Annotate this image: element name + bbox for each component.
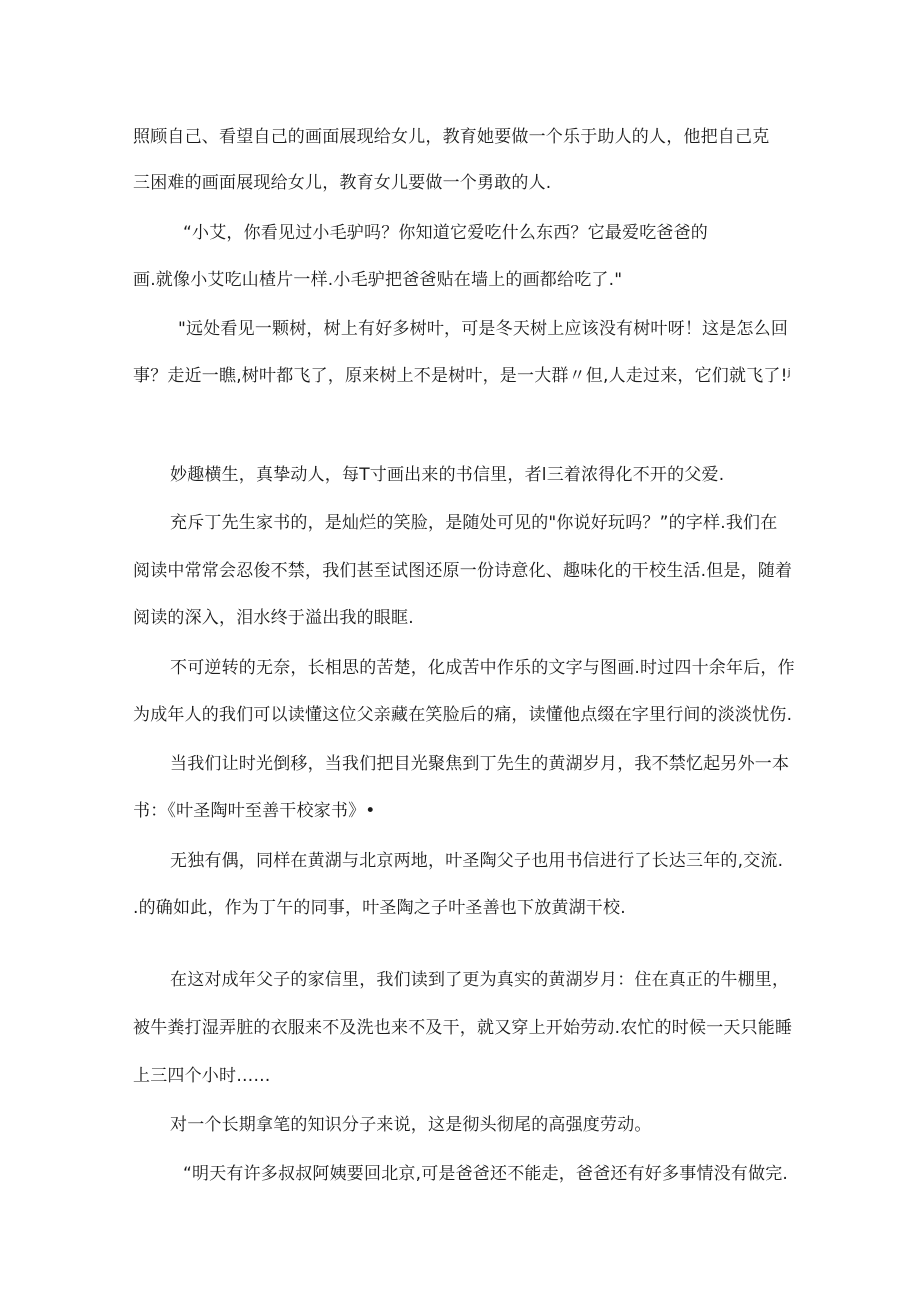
text-line: “明天有许多叔叔阿姨要回北京,可是爸爸还不能走，爸爸还有好多事情没有做完.: [183, 1164, 789, 1184]
text-line: 三困难的画面展现给女儿，教育女儿要做一个勇敢的人.: [133, 173, 552, 193]
text-line: 充斥丁先生家书的，是灿烂的笑脸，是随处可见的"你说好玩吗？”的字样.我们在: [170, 513, 778, 533]
text-line: 对一个长期拿笔的知识分子来说，这是彻头彻尾的高强度劳动。: [170, 1115, 652, 1135]
text-line: 在这对成年父子的家信里，我们读到了更为真实的黄湖岁月：住在真正的牛棚里，: [170, 970, 790, 990]
text-line: 无独有偶，同样在黄湖与北京两地，叶圣陶父子也用书信进行了长达三年的,交流.: [170, 851, 784, 871]
text-line: 当我们让时光倒移，当我们把目光聚焦到丁先生的黄湖岁月，我不禁忆起另外一本: [170, 754, 790, 774]
text-line: .的确如此，作为丁午的同事，叶圣陶之子叶圣善也下放黄湖干校.: [133, 898, 626, 918]
text-line: 事？走近一瞧,树叶都飞了，原来树上不是树叶，是一大群〃但,人走过来，它们就飞了!ʲ: [133, 366, 791, 386]
text-line: 照顾自己、看望自己的画面展现给女儿，教育她要做一个乐于助人的人，他把自己克: [133, 127, 770, 147]
text-line: 妙趣横生，真挚动人，每T寸画出来的书信里，者l三着浓得化不开的父爱.: [170, 465, 725, 485]
text-line: 为成年人的我们可以读懂这位父亲藏在笑脸后的痛，读懂他点缀在字里行间的淡淡忧伤.: [133, 705, 793, 725]
text-line: "远处看见一颗树，树上有好多树叶，可是冬天树上应该没有树叶呀！这是怎么回: [178, 319, 789, 339]
text-line: 阅读中常常会忍俊不禁，我们甚至试图还原一份诗意化、趣味化的干校生活.但是，随着: [133, 561, 793, 581]
text-line: “小艾，你看见过小毛驴吗？你知道它爱吃什么东西？它最爱吃爸爸的: [183, 223, 709, 243]
text-line: 阅读的深入，泪水终于溢出我的眼眶.: [133, 608, 414, 628]
text-line: 被牛粪打湿弄脏的衣服来不及洗也来不及干，就又穿上开始劳动.农忙的时候一天只能睡: [133, 1018, 793, 1038]
text-line: 书：《叶圣陶叶至善干校家书》•: [133, 801, 376, 821]
text-line: 上三四个小时……: [133, 1066, 271, 1086]
text-line: 画.就像小艾吃山楂片一样.小毛驴把爸爸贴在墙上的画都给吃了.": [133, 270, 623, 290]
text-line: 不可逆转的无奈，长相思的苦楚，化成苦中作乐的文字与图画.时过四十余年后，作: [170, 658, 795, 678]
